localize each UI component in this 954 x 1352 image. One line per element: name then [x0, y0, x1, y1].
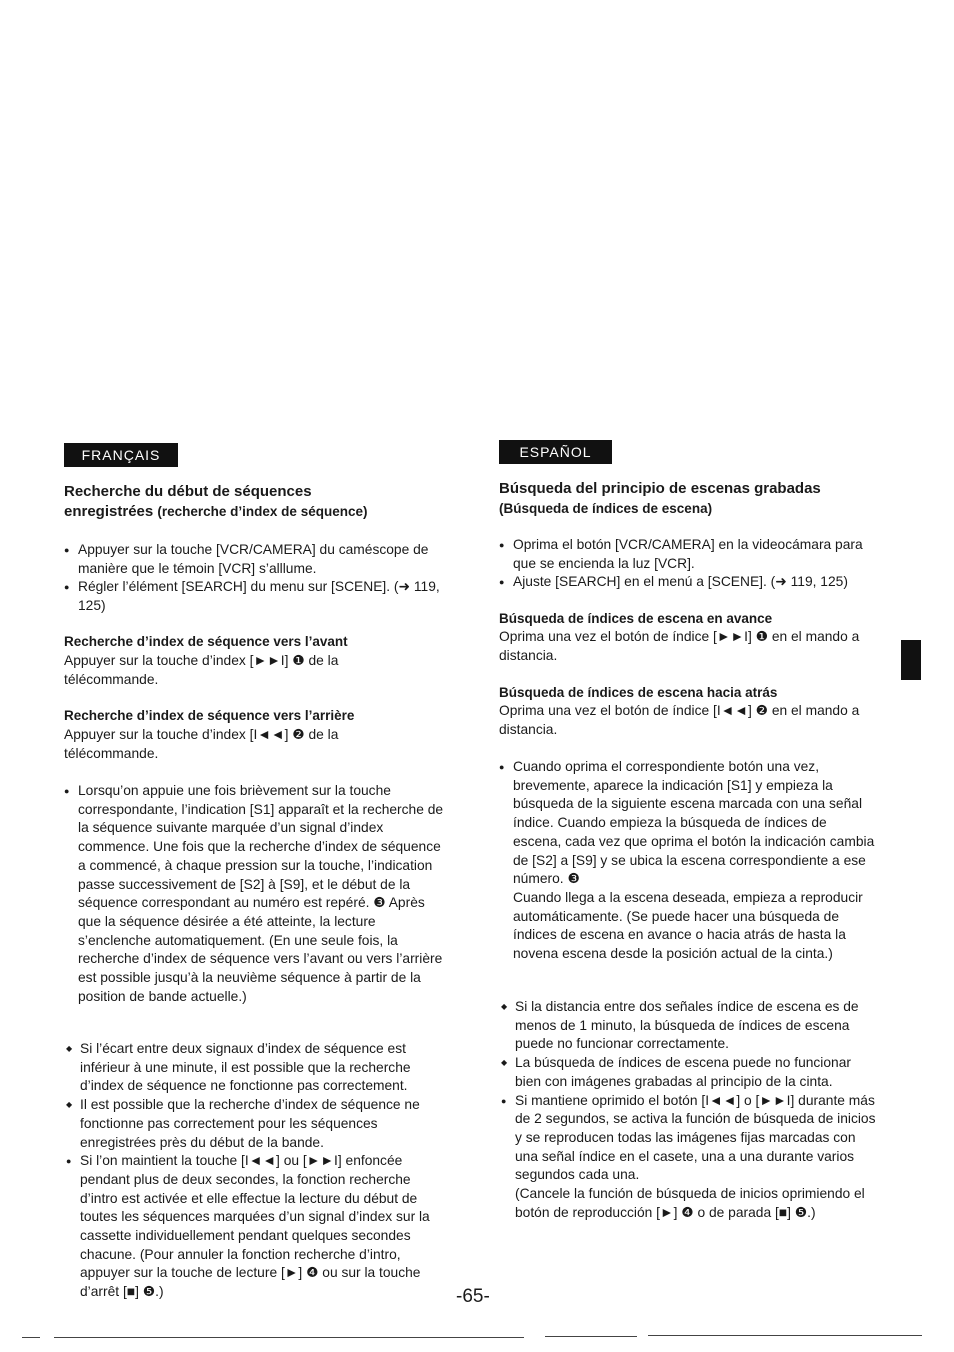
footer-rule	[648, 1335, 922, 1336]
list-item: ◆ Si la distancia entre dos señales índice de escena es de menos de 1 minuto, la búsqueda de índices de escena puede no funcionar correctamente.	[501, 998, 877, 1054]
list-item: ● Régler l’élément [SEARCH] du menu sur [SCENE]. (➜ 119, 125)	[64, 578, 446, 615]
main-bullet-cont: Cuando llega a la escena deseada, empieza a reproducir automáticamente. (Se puede hacer una búsqueda de índices de escena en avance o hacia atrás de hasta la novena escena desde la posición actual de la cinta.)	[513, 889, 863, 962]
back-text-fr: Appuyer sur la touche d’index [I◄◄] ❷ de la télécommande.	[64, 727, 339, 761]
note3-text: Si mantiene oprimido el botón [I◄◄] o [►►I] durante más de 2 segundos, se activa la función de búsqueda de inicios y se reproducen todas las imágenes fijas marcadas con una señal índice en el casete, una a una durante varios segundos cada una.	[515, 1092, 876, 1183]
fwd-text-fr: Appuyer sur la touche d’index [►►I] ❶ de la télécommande.	[64, 653, 339, 687]
title-paren-es: (Búsqueda de índices de escena)	[499, 501, 713, 516]
footer-rule	[54, 1337, 524, 1338]
back-heading-es: Búsqueda de índices de escena hacia atrás	[499, 685, 778, 700]
section-title-fr	[64, 482, 446, 522]
language-badge-francais: FRANÇAIS	[64, 443, 178, 467]
prereq-list-es	[499, 536, 877, 592]
title-line2: enregistrées	[64, 503, 154, 520]
main-bullet-fr	[64, 782, 446, 1006]
language-badge-espanol: ESPAÑOL	[499, 440, 612, 464]
thumb-index-tab	[901, 640, 921, 680]
fwd-heading-es: Búsqueda de índices de escena en avance	[499, 611, 773, 626]
prereq-list-fr	[64, 541, 446, 616]
notes-list-fr	[66, 1040, 444, 1302]
back-text-es: Oprima una vez el botón de índice [I◄◄] ❷ en el mando a distancia.	[499, 703, 860, 737]
fwd-heading-fr: Recherche d’index de séquence vers l’avant	[64, 634, 348, 649]
list-item: ◆ La búsqueda de índices de escena puede no funcionar bien con imágenes grabadas al principio de la cinta.	[501, 1054, 877, 1091]
main-bullet-text: Cuando oprima el correspondiente botón una vez, brevemente, aparece la indicación [S1] y empieza la búsqueda de la siguiente escena marcada con una señal índice. Cuando empieza la búsqueda de índices de escena, cada vez que oprima el botón la indicación cambia de [S2] a [S9] y se ubica la escena correspondiente a ese número. ❸	[513, 759, 875, 887]
notes-list-es	[501, 998, 877, 1222]
title-line1: Recherche du début de séquences	[64, 483, 312, 500]
list-item	[499, 758, 877, 964]
list-item: ● Lorsqu’on appuie une fois brièvement sur la touche correspondante, l’indication [S1] apparaît et la recherche de la séquence suivante marquée d’un signal d’index commence. Une fois que la recherche d’index de séquence a commencé, à chaque pression sur la touche, l’indication passe successivement de [S2] à [S9], et le début de la séquence correspondant au numéro est repéré. ❸ Après que la séquence désirée a été atteinte, la lecture s’enclenche automatiquement. (En une seule fois, la recherche d’index de séquence vers l’avant ou vers l’arrière est possible jusqu’à la neuvième séquence à partir de la position de bande actuelle.)	[64, 782, 446, 1006]
title-es: Búsqueda del principio de escenas grabadas	[499, 480, 821, 497]
section-title-es	[499, 479, 877, 519]
list-item: ● Oprima el botón [VCR/CAMERA] en la videocámara para que se encienda la luz [VCR].	[499, 536, 877, 573]
list-item: ● Si l’on maintient la touche [I◄◄] ou [►►I] enfoncée pendant plus de deux secondes, la fonction recherche d’intro est activée et elle effectue la lecture du début de toutes les séquences marquées d’un signal d’index sur la cassette individuellement pendant quelques secondes chacune. (Pour annuler la fonction recherche d’intro, appuyer sur la touche de lecture [►] ❹ ou sur la touche d’arrêt [■] ❺.)	[66, 1152, 444, 1302]
list-item	[501, 1092, 877, 1223]
main-bullet-es	[499, 758, 877, 964]
page-number: -65-	[456, 1286, 490, 1307]
title-paren: (recherche d’index de séquence)	[157, 504, 368, 519]
list-item: ● Ajuste [SEARCH] en el menú a [SCENE]. (➜ 119, 125)	[499, 573, 877, 592]
fwd-text-es: Oprima una vez el botón de índice [►►I] ❶ en el mando a distancia.	[499, 629, 860, 663]
back-heading-fr: Recherche d’index de séquence vers l’arrière	[64, 708, 355, 723]
footer-rule	[22, 1337, 40, 1338]
footer-rule	[545, 1336, 637, 1337]
list-item: ◆ Il est possible que la recherche d’index de séquence ne fonctionne pas correctement pour les séquences enregistrées près du début de la bande.	[66, 1096, 444, 1152]
list-item: ◆ Si l’écart entre deux signaux d’index de séquence est inférieur à une minute, il est possible que la recherche d’index de séquence ne fonctionne pas correctement.	[66, 1040, 444, 1096]
note3-cont: (Cancele la función de búsqueda de inicios oprimiendo el botón de reproducción [►] ❹ o de parada [■] ❺.)	[515, 1186, 865, 1220]
list-item: ● Appuyer sur la touche [VCR/CAMERA] du caméscope de manière que le témoin [VCR] s’alllume.	[64, 541, 446, 578]
